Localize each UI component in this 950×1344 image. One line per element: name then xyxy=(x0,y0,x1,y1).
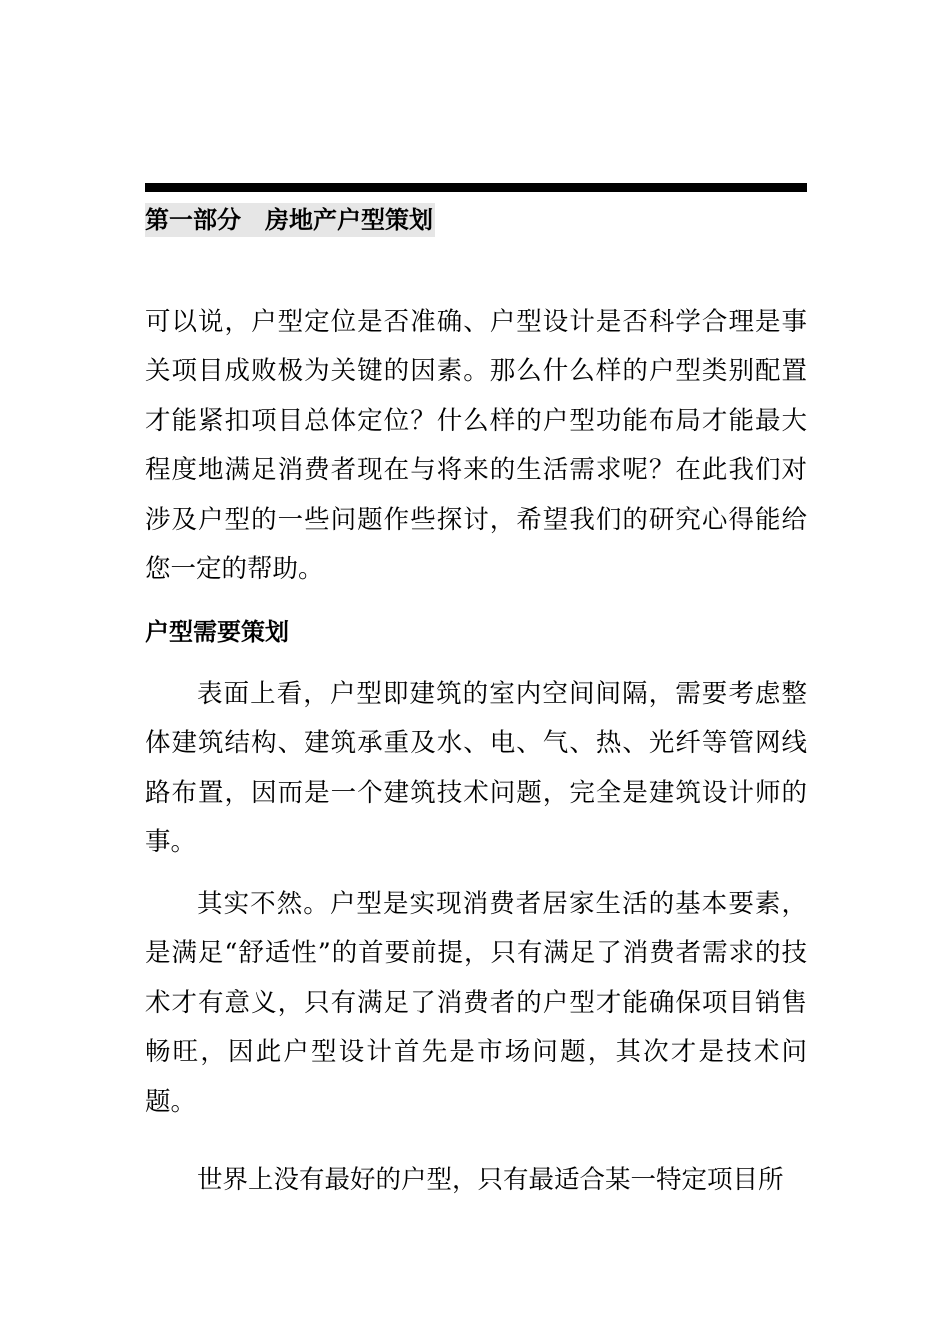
part-title: 第一部分 房地产户型策划 xyxy=(145,203,435,237)
section-heading: 户型需要策划 xyxy=(145,618,289,646)
body-paragraph-2: 其实不然。户型是实现消费者居家生活的基本要素，是满足“舒适性”的首要前提，只有满足了消费者需求的技术才有意义，只有满足了消费者的户型才能确保项目销售畅旺，因此户型设计首先是市场问题，其次才是技术问题。 xyxy=(145,889,807,1117)
body-paragraph-1: 表面上看，户型即建筑的室内空间间隔，需要考虑整体建筑结构、建筑承重及水、电、气、热、光纤等管网线路布置，因而是一个建筑技术问题，完全是建筑设计师的事。 xyxy=(145,679,807,858)
top-rule xyxy=(145,183,807,192)
body-paragraph-3: 世界上没有最好的户型，只有最适合某一特定项目所 xyxy=(197,1165,784,1195)
intro-paragraph: 可以说，户型定位是否准确、户型设计是否科学合理是事关项目成败极为关键的因素。那么什么样的户型类别配置才能紧扣项目总体定位？什么样的户型功能布局才能最大程度地满足消费者现在与将来的生活需求呢？在此我们对涉及户型的一些问题作些探讨，希望我们的研究心得能给您一定的帮助。 xyxy=(145,307,807,585)
